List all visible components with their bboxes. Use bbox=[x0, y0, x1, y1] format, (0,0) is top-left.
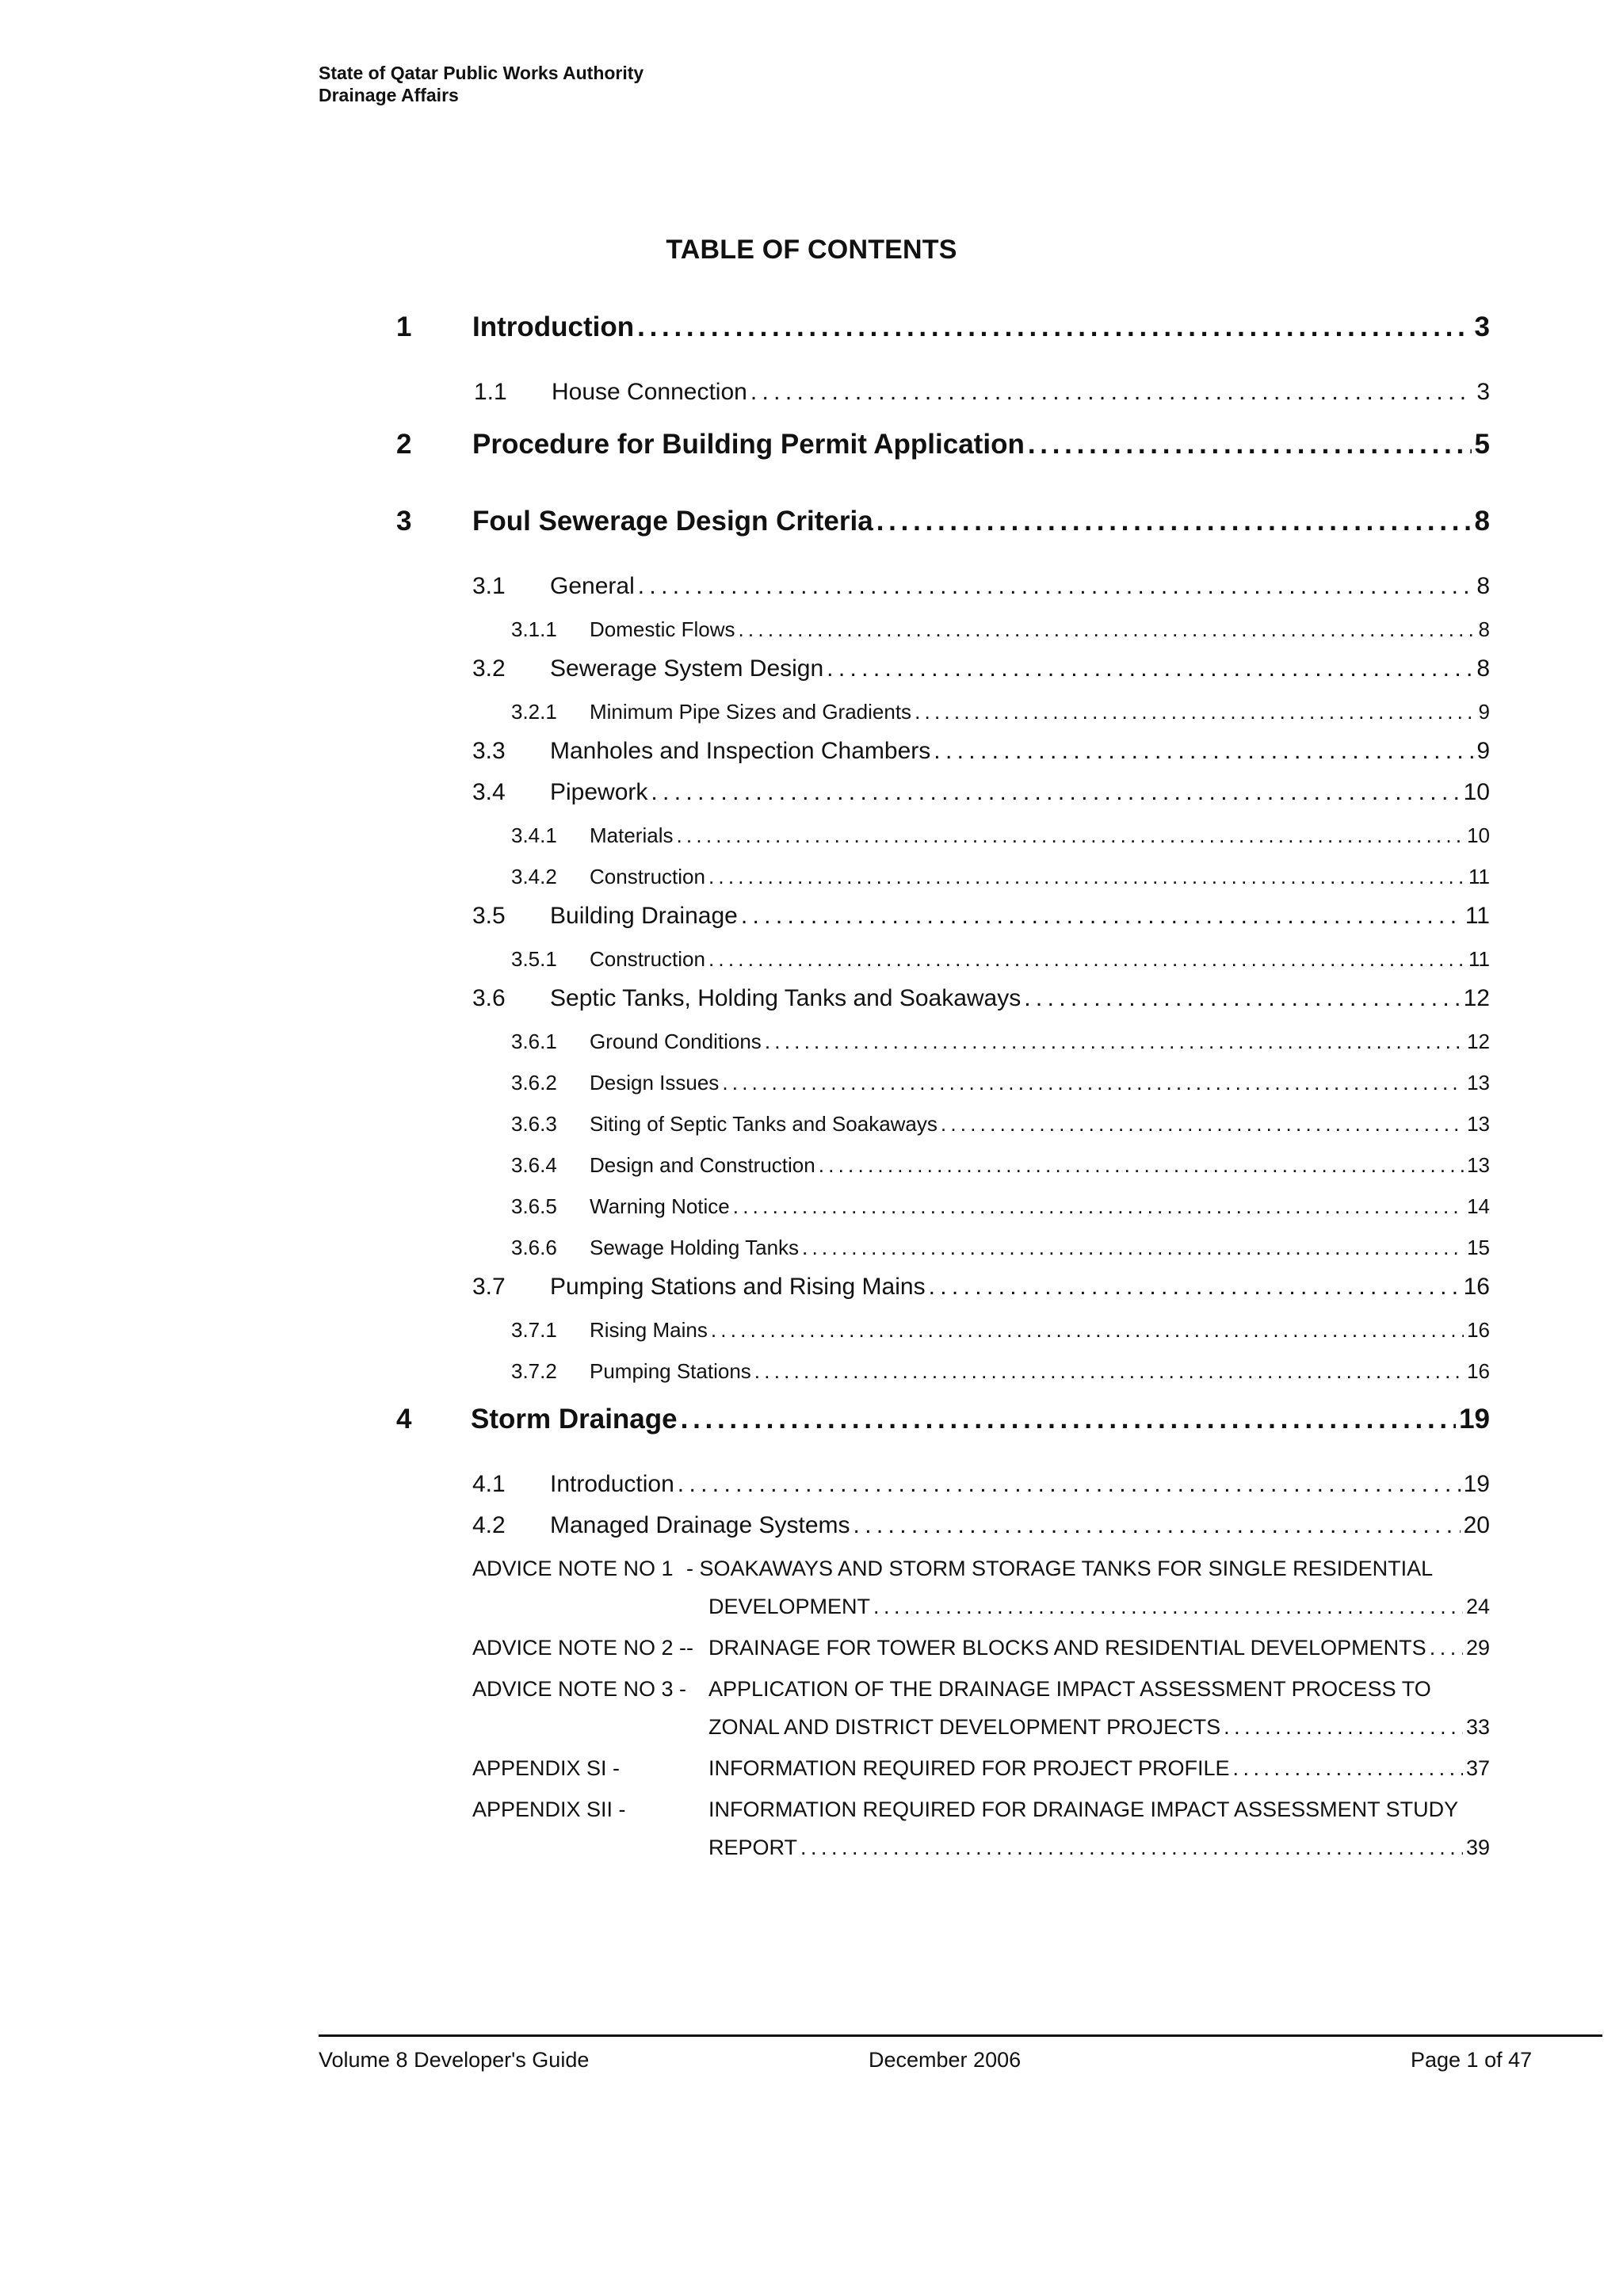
footer-divider bbox=[319, 2034, 1602, 2037]
toc-page: 16 bbox=[1467, 1359, 1490, 1383]
toc-number: ADVICE NOTE NO 3 - bbox=[472, 1677, 687, 1701]
toc-number: APPENDIX SII - bbox=[472, 1797, 626, 1821]
leader-dots bbox=[765, 1030, 1464, 1054]
toc-number: 4.2 bbox=[472, 1512, 506, 1538]
leader-dots bbox=[1024, 985, 1460, 1012]
leader-dots bbox=[708, 947, 1465, 972]
leader-dots bbox=[934, 738, 1473, 765]
leader-dots bbox=[678, 1471, 1461, 1498]
toc-page: 15 bbox=[1467, 1236, 1490, 1259]
toc-page: 13 bbox=[1467, 1112, 1490, 1136]
leader-dots bbox=[1233, 1756, 1463, 1781]
leader-dots bbox=[676, 823, 1464, 848]
leader-dots bbox=[754, 1359, 1464, 1384]
toc-label: Introduction bbox=[550, 1471, 674, 1497]
toc-label: Septic Tanks, Holding Tanks and Soakaways bbox=[550, 985, 1022, 1011]
leader-dots bbox=[651, 779, 1460, 806]
toc-label: Pipework bbox=[550, 779, 648, 805]
toc-label-line: - SOAKAWAYS AND STORM STORAGE TANKS FOR SINGLE RESIDENTIAL bbox=[686, 1557, 1434, 1580]
footer-volume: Volume 8 Developer's Guide bbox=[319, 2048, 590, 2072]
toc-number: 3.7 bbox=[472, 1274, 506, 1300]
toc-page: 8 bbox=[1474, 506, 1490, 537]
toc-number: 3.7.2 bbox=[511, 1359, 557, 1383]
footer-date: December 2006 bbox=[869, 2048, 1022, 2072]
toc-page: 24 bbox=[1465, 1595, 1490, 1618]
toc-page: 3 bbox=[1476, 379, 1490, 405]
toc-number: 3.5 bbox=[472, 903, 506, 929]
toc-page: 29 bbox=[1465, 1636, 1490, 1660]
toc-page: 20 bbox=[1463, 1512, 1490, 1538]
toc-page: 13 bbox=[1467, 1153, 1490, 1177]
toc-page: 8 bbox=[1476, 655, 1490, 682]
toc-number: 4 bbox=[396, 1404, 412, 1435]
toc-label: Materials bbox=[590, 823, 674, 847]
toc-page: 13 bbox=[1467, 1071, 1490, 1095]
toc-label: Sewerage System Design bbox=[550, 655, 824, 682]
toc-number: 3.6.2 bbox=[511, 1071, 557, 1095]
toc-number: 3.6.1 bbox=[511, 1030, 557, 1053]
toc-page: 3 bbox=[1474, 311, 1490, 342]
leader-dots bbox=[941, 1112, 1464, 1137]
toc-label: Managed Drainage Systems bbox=[550, 1512, 850, 1538]
toc-number: 2 bbox=[396, 429, 412, 460]
toc-label: DRAINAGE FOR TOWER BLOCKS AND RESIDENTIAL DEVELOPMENTS bbox=[708, 1636, 1426, 1660]
toc-label: Design Issues bbox=[590, 1071, 720, 1095]
toc-number: 1 bbox=[396, 311, 412, 342]
toc-number: 3.1.1 bbox=[511, 617, 557, 641]
leader-dots bbox=[929, 1274, 1461, 1301]
leader-dots bbox=[802, 1236, 1464, 1260]
toc-label: Warning Notice bbox=[590, 1194, 730, 1218]
toc-page: 37 bbox=[1465, 1756, 1490, 1780]
toc-number: 3.4 bbox=[472, 779, 506, 805]
toc-label-line: APPLICATION OF THE DRAINAGE IMPACT ASSESSMENT PROCESS TO bbox=[708, 1677, 1431, 1701]
toc-number: 3.3 bbox=[472, 738, 506, 764]
toc-title: TABLE OF CONTENTS bbox=[666, 235, 957, 265]
toc-page: 16 bbox=[1467, 1318, 1490, 1342]
toc-label: Sewage Holding Tanks bbox=[590, 1236, 800, 1259]
toc-page: 11 bbox=[1465, 903, 1490, 929]
toc-label: Design and Construction bbox=[590, 1153, 815, 1177]
toc-page: 19 bbox=[1459, 1404, 1490, 1435]
toc-page: 8 bbox=[1476, 573, 1490, 599]
toc-label: Domestic Flows bbox=[590, 617, 735, 641]
leader-dots bbox=[915, 700, 1475, 724]
leader-dots bbox=[733, 1194, 1464, 1219]
toc-number: 3.2.1 bbox=[511, 700, 557, 724]
toc-label: Foul Sewerage Design Criteria bbox=[472, 506, 873, 537]
footer-page-number: Page 1 of 47 bbox=[1411, 2048, 1533, 2072]
toc-label: Manholes and Inspection Chambers bbox=[550, 738, 931, 764]
leader-dots bbox=[741, 903, 1462, 930]
toc-number: 1.1 bbox=[474, 379, 507, 405]
leader-dots bbox=[800, 1836, 1463, 1860]
leader-dots bbox=[711, 1318, 1464, 1343]
toc-number: ADVICE NOTE NO 2 -- bbox=[472, 1636, 694, 1660]
toc-number: 3.6.5 bbox=[511, 1194, 557, 1218]
header-department: Drainage Affairs bbox=[319, 85, 459, 105]
leader-dots bbox=[1028, 429, 1472, 460]
toc-number: 3.6.3 bbox=[511, 1112, 557, 1136]
toc-label: House Connection bbox=[552, 379, 747, 405]
toc-number: 3.6.4 bbox=[511, 1153, 557, 1177]
document-header bbox=[319, 62, 643, 106]
toc-number: 3.4.2 bbox=[511, 865, 557, 888]
toc-page: 11 bbox=[1468, 947, 1490, 971]
toc-number: 4.1 bbox=[472, 1471, 506, 1497]
toc-number: 3.6 bbox=[472, 985, 506, 1011]
toc-page: 12 bbox=[1467, 1030, 1490, 1053]
toc-page: 10 bbox=[1467, 823, 1490, 847]
toc-page: 12 bbox=[1463, 985, 1490, 1011]
toc-label: Ground Conditions bbox=[590, 1030, 762, 1053]
toc-page: 9 bbox=[1478, 700, 1490, 724]
toc-label: Construction bbox=[590, 865, 705, 888]
leader-dots bbox=[827, 655, 1473, 682]
toc-label: DEVELOPMENT bbox=[708, 1595, 871, 1618]
leader-dots bbox=[637, 311, 1471, 343]
toc-label: ZONAL AND DISTRICT DEVELOPMENT PROJECTS bbox=[708, 1715, 1221, 1739]
leader-dots bbox=[819, 1153, 1464, 1178]
toc-label: Minimum Pipe Sizes and Gradients bbox=[590, 700, 912, 724]
toc-label: Pumping Stations and Rising Mains bbox=[550, 1274, 926, 1300]
toc-number: 3.5.1 bbox=[511, 947, 557, 971]
toc-number: APPENDIX SI - bbox=[472, 1756, 621, 1780]
toc-number: 3.6.6 bbox=[511, 1236, 557, 1259]
toc-label: Siting of Septic Tanks and Soakaways bbox=[590, 1112, 938, 1136]
toc-number: 3.2 bbox=[472, 655, 506, 682]
leader-dots bbox=[750, 379, 1473, 406]
toc-number: ADVICE NOTE NO 1 bbox=[472, 1557, 674, 1580]
leader-dots bbox=[681, 1404, 1456, 1435]
toc-label: Rising Mains bbox=[590, 1318, 708, 1342]
toc-page: 16 bbox=[1463, 1274, 1490, 1300]
leader-dots bbox=[1430, 1636, 1463, 1660]
toc-page: 19 bbox=[1463, 1471, 1490, 1497]
toc-label: Introduction bbox=[472, 311, 635, 342]
toc-page: 14 bbox=[1467, 1194, 1490, 1218]
leader-dots bbox=[876, 506, 1472, 537]
toc-number: 3.7.1 bbox=[511, 1318, 557, 1342]
toc-label-line: INFORMATION REQUIRED FOR DRAINAGE IMPACT ASSESSMENT STUDY bbox=[708, 1797, 1459, 1821]
toc-page: 10 bbox=[1463, 779, 1490, 805]
toc-page: 11 bbox=[1468, 865, 1490, 888]
leader-dots bbox=[638, 573, 1474, 600]
leader-dots bbox=[873, 1595, 1463, 1619]
toc-number: 3.1 bbox=[472, 573, 506, 599]
toc-label: INFORMATION REQUIRED FOR PROJECT PROFILE bbox=[708, 1756, 1230, 1780]
toc-label: Building Drainage bbox=[550, 903, 738, 929]
toc-number: 3 bbox=[396, 506, 412, 537]
toc-number: 3.4.1 bbox=[511, 823, 557, 847]
toc-page: 5 bbox=[1474, 429, 1490, 460]
header-authority: State of Qatar Public Works Authority bbox=[319, 63, 644, 83]
leader-dots bbox=[1224, 1715, 1463, 1740]
toc-label: Construction bbox=[590, 947, 705, 971]
leader-dots bbox=[854, 1512, 1461, 1539]
toc-page: 39 bbox=[1465, 1836, 1490, 1859]
leader-dots bbox=[708, 865, 1465, 889]
toc-page: 8 bbox=[1478, 617, 1490, 641]
toc-label: Storm Drainage bbox=[471, 1404, 678, 1435]
leader-dots bbox=[738, 617, 1475, 642]
toc-label: Pumping Stations bbox=[590, 1359, 751, 1383]
leader-dots bbox=[722, 1071, 1464, 1095]
toc-label: REPORT bbox=[708, 1836, 798, 1859]
toc-page: 9 bbox=[1476, 738, 1490, 764]
toc-label: General bbox=[550, 573, 635, 599]
toc-label: Procedure for Building Permit Application bbox=[472, 429, 1025, 460]
toc-page: 33 bbox=[1465, 1715, 1490, 1739]
